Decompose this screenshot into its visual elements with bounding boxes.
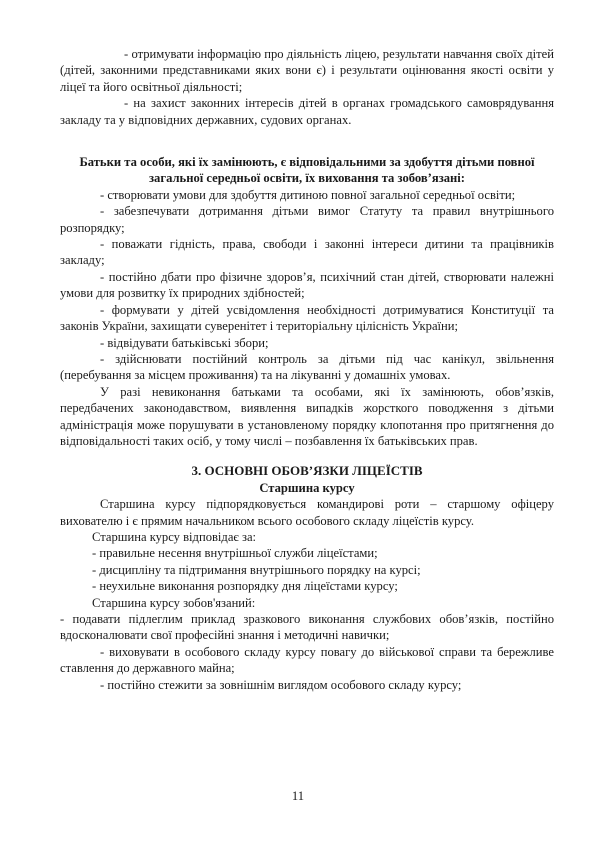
list-item: - створювати умови для здобуття дитиною повної загальної середньої освіти; [100,187,516,202]
list-item: - постійно стежити за зовнішнім виглядом особового складу курсу; [100,677,462,692]
intro-paragraph: - отримувати інформацію про діяльність ліцею, результати навчання своїх дітей (дітей, законними представниками яких вони є) і результати оцінювання якості освіти у ліцеї та його освітньої діяльності; [60,47,554,94]
list-item: - відвідувати батьківські збори; [100,335,269,350]
responsible-lead: Старшина курсу відповідає за: [92,529,257,544]
list-item: - виховувати в особового складу курсу повагу до військової справи та бережливе ставлення до державного майна; [60,644,554,676]
intro-paragraph: - на захист законних інтересів дітей в органах громадського самоврядування закладу та у відповідних державних, судових органах. [60,96,554,127]
list-item: - забезпечувати дотримання дітьми вимог Статуту та правил внутрішнього розпорядку; [60,204,554,235]
page-number: 11 [291,789,305,803]
list-item: - здійснювати постійний контроль за дітьми під час канікул, звільнення (перебування за місцем проживання) та на лікуванні у домашніх умовах. [60,351,554,383]
chapter-title: 3. ОСНОВНІ ОБОВ’ЯЗКИ ЛІЦЕЇСТІВ [191,463,423,479]
parents-heading: Батьки та особи, які їх замінюють, є відповідальними за здобуття дітьми повної загальної середньої освіти, їх виховання та зобов’язані: [79,155,535,186]
list-item: - постійно дбати про фізичне здоров’я, психічний стан дітей, створювати належні умови для розвитку їх природних здібностей; [60,269,554,301]
list-item: - поважати гідність, права, свободи і законні інтереси дитини та працівників закладу; [60,237,554,268]
list-item: - формувати у дітей усвідомлення необхідності дотримуватися Конституції та законів України, захищати суверенітет і територіальну цілісність України; [60,302,554,334]
list-item: - неухильне виконання розпорядку дня ліцеїстами курсу; [92,579,398,594]
list-item: - дисципліну та підтримання внутрішнього порядку на курсі; [92,562,421,577]
parents-closing-paragraph: У разі невиконання батьками та особами, які їх замінюють, обов’язків, передбачених законодавством, виявлення випадків жорсткого поводження з дітьми адміністрація може порушувати в установленому порядку клопотання про притягнення до відповідальності таких осіб, у тому числі – позбавлення їх батьківських прав. [60,384,554,448]
section-title: Старшина курсу [259,480,355,495]
sergeant-intro-paragraph: Старшина курсу підпорядковується командирові роти – старшому офіцеру вихователю і є прямим начальником всього особового складу ліцеїстів курсу. [60,497,554,528]
list-item: - правильне несення внутрішньої служби ліцеїстами; [92,546,378,561]
obliged-lead: Старшина курсу зобов'язаний: [92,595,256,610]
list-item: - подавати підлеглим приклад зразкового виконання службових обов’язків, постійно вдосконалювати свої професійні знання і методичні навички; [60,612,554,643]
